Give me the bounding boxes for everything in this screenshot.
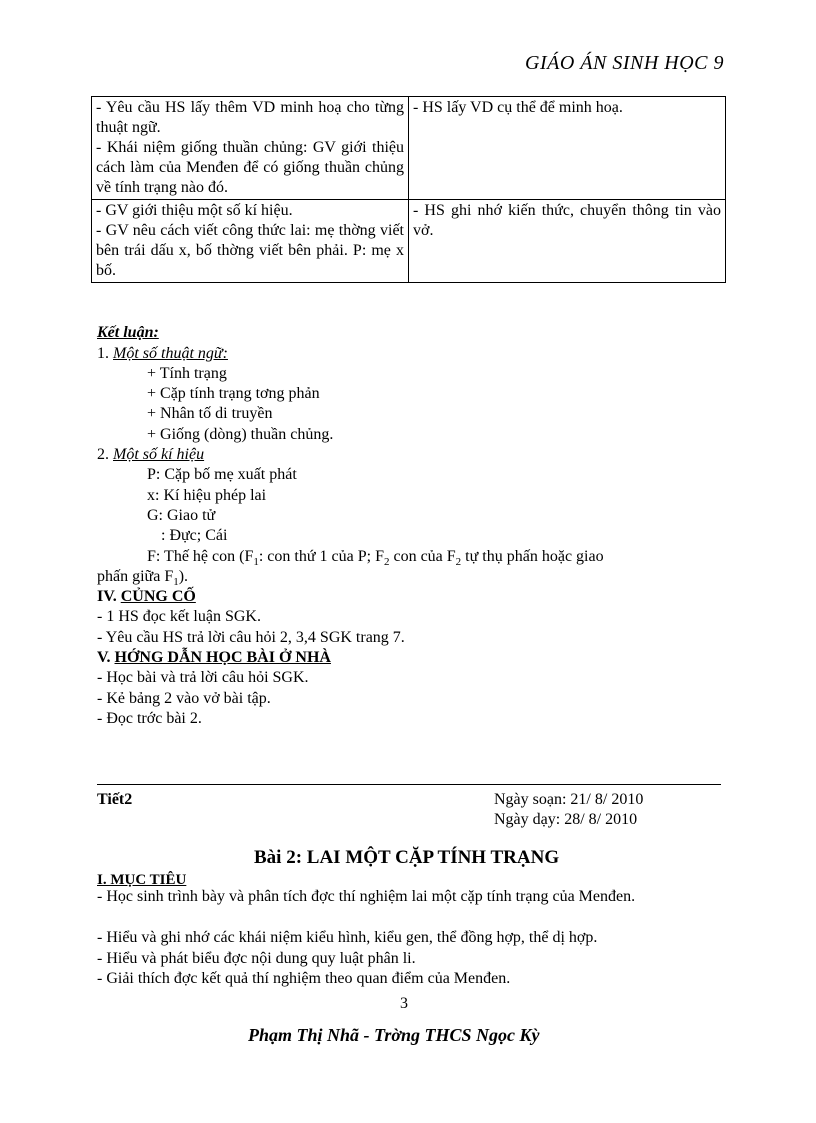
table-text: - HS ghi nhớ kiến thức, chuyển thông tin vào vở.: [413, 202, 721, 239]
subscript: 1: [253, 556, 259, 569]
table-text: - GV nêu cách viết công thức lai: mẹ thờng viết bên trái dấu x, bố thờng viết bên phải. P: mẹ x bố.: [96, 222, 404, 279]
student-activity-cell: [409, 200, 726, 283]
table-text: - GV giới thiệu một số kí hiệu.: [96, 202, 293, 219]
section-heading: [97, 587, 196, 608]
list-item: - Kẻ bảng 2 vào vở bài tập.: [97, 690, 271, 707]
footer-author: Phạm Thị Nhã - Trờng THCS Ngọc Kỳ: [248, 1025, 540, 1045]
generation-line: [147, 547, 717, 568]
objective-item: - Hiểu và phát biểu đợc nội dung quy luật phân li.: [97, 950, 416, 967]
list-item: - Đọc trớc bài 2.: [97, 710, 202, 727]
term-item: + Nhân tố di truyền: [147, 405, 273, 422]
generation-text: phấn giữa F: [97, 568, 174, 585]
table-text: - Yêu cầu HS lấy thêm VD minh hoạ cho từng thuật ngữ.: [96, 99, 404, 136]
term-item: + Tính trạng: [147, 365, 227, 382]
objective-item: - Hiểu và ghi nhớ các khái niệm kiểu hình, kiểu gen, thể đồng hợp, thể dị hợp.: [97, 929, 598, 946]
generation-text: ).: [178, 568, 189, 585]
list-item: - 1 HS đọc kết luận SGK.: [97, 608, 261, 625]
generation-text: F: Thế hệ con (F: [147, 548, 254, 565]
section-title: Một số kí hiệu: [113, 446, 205, 463]
document-header-title: GIÁO ÁN SINH HỌC 9: [525, 52, 724, 74]
symbol-item: P: Cặp bố mẹ xuất phát: [147, 466, 297, 483]
generation-line: [97, 567, 188, 588]
symbol-item: : Đực; Cái: [161, 527, 228, 544]
term-item: + Giống (dòng) thuần chủng.: [147, 426, 334, 443]
objective-item: - Học sinh trình bày và phân tích đợc thí nghiệm lai một cặp tính trạng của Menđen.: [97, 888, 636, 905]
table-row: [92, 200, 726, 283]
table-row: [92, 97, 726, 200]
student-activity-cell: [409, 97, 726, 200]
lesson-number: Bài 2:: [254, 847, 307, 868]
generation-text: : con thứ 1 của P; F: [258, 548, 384, 565]
divider: [97, 784, 721, 785]
section-number: 1.: [97, 345, 113, 362]
section-title: CỦNG CỐ: [120, 588, 196, 605]
teacher-activity-cell: [92, 200, 409, 283]
symbol-item: G: Giao tử: [147, 507, 216, 524]
section-heading: [97, 344, 228, 365]
generation-text: con của F: [389, 548, 456, 565]
section-title: I. MỤC TIÊU: [97, 872, 187, 888]
subscript: 2: [383, 556, 390, 569]
section-number: 2.: [97, 446, 113, 463]
section-heading: [97, 648, 331, 669]
objective-item: - Giải thích đợc kết quả thí nghiệm theo quan điểm của Menđen.: [97, 970, 511, 987]
lesson-title: [254, 847, 559, 869]
taught-date: Ngày dạy: 28/ 8/ 2010: [494, 811, 638, 828]
subscript: 1: [173, 576, 179, 589]
section-number: V.: [97, 649, 115, 666]
symbol-item: x: Kí hiệu phép lai: [147, 487, 267, 504]
section-heading: [97, 445, 204, 466]
section-number: IV.: [97, 588, 121, 605]
lesson-name: LAI MỘT CẶP TÍNH TRẠNG: [306, 847, 560, 868]
table-text: - Khái niệm giống thuần chủng: GV giới thiệu cách làm của Menđen để có giống thuần chủng về tính trạng nào đó.: [96, 139, 404, 196]
teacher-activity-cell: [92, 97, 409, 200]
page-number: 3: [400, 995, 408, 1012]
activity-table: [91, 96, 726, 283]
period-label: Tiết2: [97, 791, 133, 808]
table-text: - HS lấy VD cụ thể để minh hoạ.: [413, 99, 623, 116]
list-item: - Học bài và trả lời câu hỏi SGK.: [97, 669, 309, 686]
term-item: + Cặp tính trạng tơng phản: [147, 385, 320, 402]
section-title: HỚNG DẪN HỌC BÀI Ở NHÀ: [114, 649, 331, 666]
list-item: - Yêu cầu HS trả lời câu hỏi 2, 3,4 SGK trang 7.: [97, 629, 405, 646]
prepared-date: Ngày soạn: 21/ 8/ 2010: [494, 791, 644, 808]
section-title: Một số thuật ngữ:: [113, 345, 228, 362]
conclusion-heading: Kết luận:: [97, 324, 159, 341]
generation-text: tự thụ phấn hoặc giao: [461, 548, 604, 565]
subscript: 2: [455, 556, 462, 569]
